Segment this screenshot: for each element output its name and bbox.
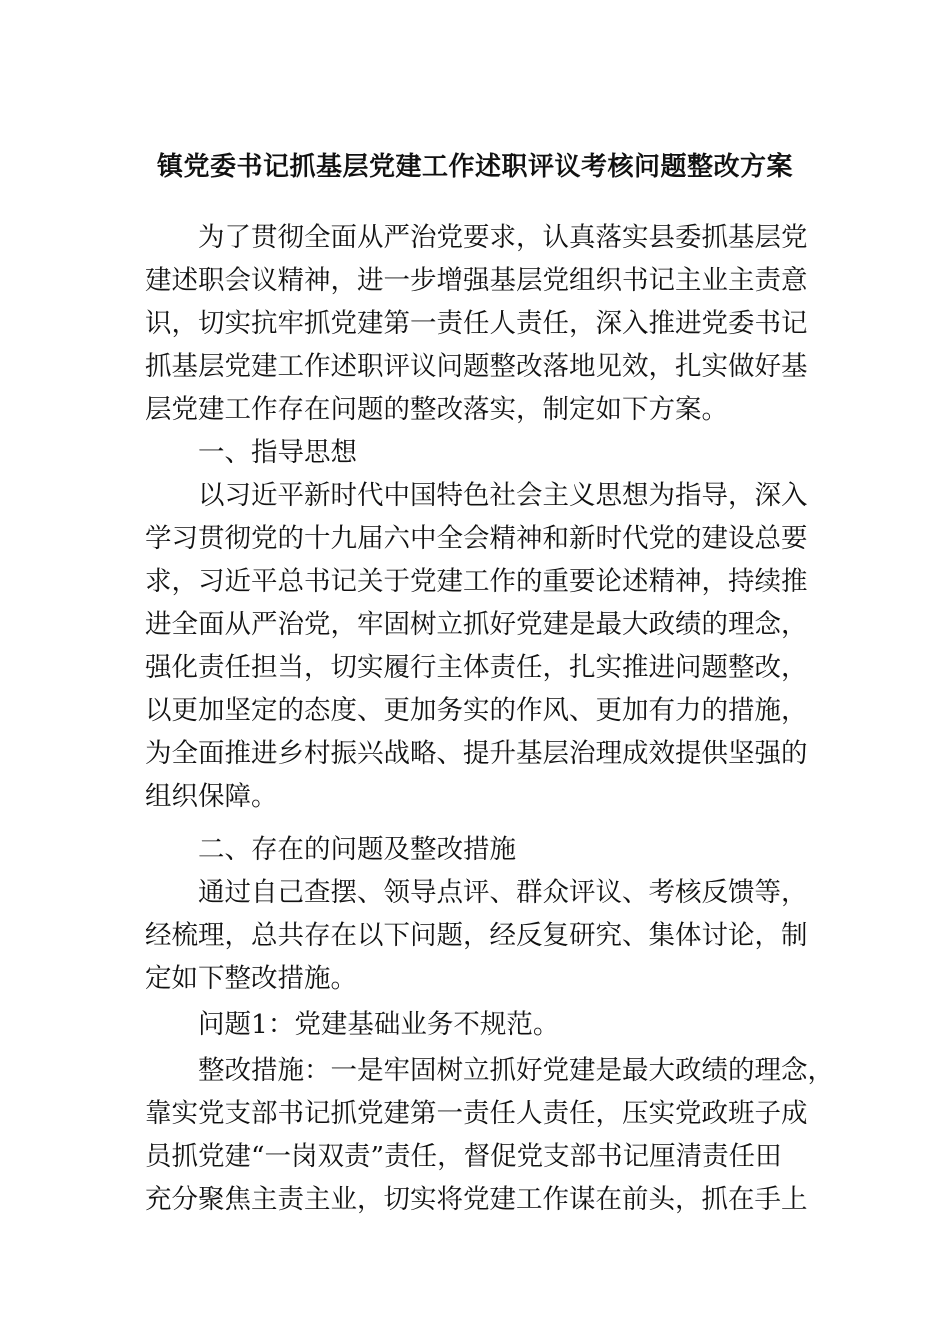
paragraph-line: 靠实党支部书记抓党建第一责任人责任，压实党政班子成 — [145, 1098, 808, 1129]
document-title: 镇党委书记抓基层党建工作述职评议考核问题整改方案 — [156, 152, 793, 182]
paragraph-line: 层党建工作存在问题的整改落实，制定如下方案。 — [145, 394, 728, 425]
paragraph-line: 员抓党建“一岗双责”责任，督促党支部书记厘清责任田 — [145, 1141, 782, 1172]
paragraph-line: 通过自己查摆、领导点评、群众评议、考核反馈等， — [198, 877, 808, 908]
paragraph-line: 以习近平新时代中国特色社会主义思想为指导，深入 — [198, 480, 808, 511]
paragraph-line: 进全面从严治党，牢固树立抓好党建是最大政绩的理念， — [145, 609, 808, 640]
paragraph-line: 组织保障。 — [145, 781, 278, 812]
section-heading: 一、指导思想 — [198, 437, 357, 468]
paragraph-line: 求，习近平总书记关于党建工作的重要论述精神，持续推 — [145, 566, 808, 597]
paragraph-line: 定如下整改措施。 — [145, 963, 357, 994]
paragraph-line: 学习贯彻党的十九届六中全会精神和新时代党的建设总要 — [145, 523, 808, 554]
paragraph-line: 为全面推进乡村振兴战略、提升基层治理成效提供坚强的 — [145, 738, 808, 769]
paragraph-line: 充分聚焦主责主业，切实将党建工作谋在前头，抓在手上 — [145, 1184, 808, 1215]
section-heading: 二、存在的问题及整改措施 — [198, 834, 516, 865]
paragraph-line: 抓基层党建工作述职评议问题整改落地见效，扎实做好基 — [145, 351, 808, 382]
paragraph-line: 强化责任担当，切实履行主体责任，扎实推进问题整改， — [145, 652, 808, 683]
paragraph-line: 识，切实抗牢抓党建第一责任人责任，深入推进党委书记 — [145, 308, 808, 339]
paragraph-line: 经梳理，总共存在以下问题，经反复研究、集体讨论，制 — [145, 920, 808, 951]
problem-heading: 问题1：党建基础业务不规范。 — [198, 1009, 560, 1040]
paragraph-line: 建述职会议精神，进一步增强基层党组织书记主业主责意 — [145, 265, 808, 296]
paragraph-line: 整改措施：一是牢固树立抓好党建是最大政绩的理念， — [198, 1055, 834, 1086]
paragraph-line: 以更加坚定的态度、更加务实的作风、更加有力的措施， — [145, 695, 808, 726]
paragraph-line: 为了贯彻全面从严治党要求，认真落实县委抓基层党 — [198, 222, 808, 253]
